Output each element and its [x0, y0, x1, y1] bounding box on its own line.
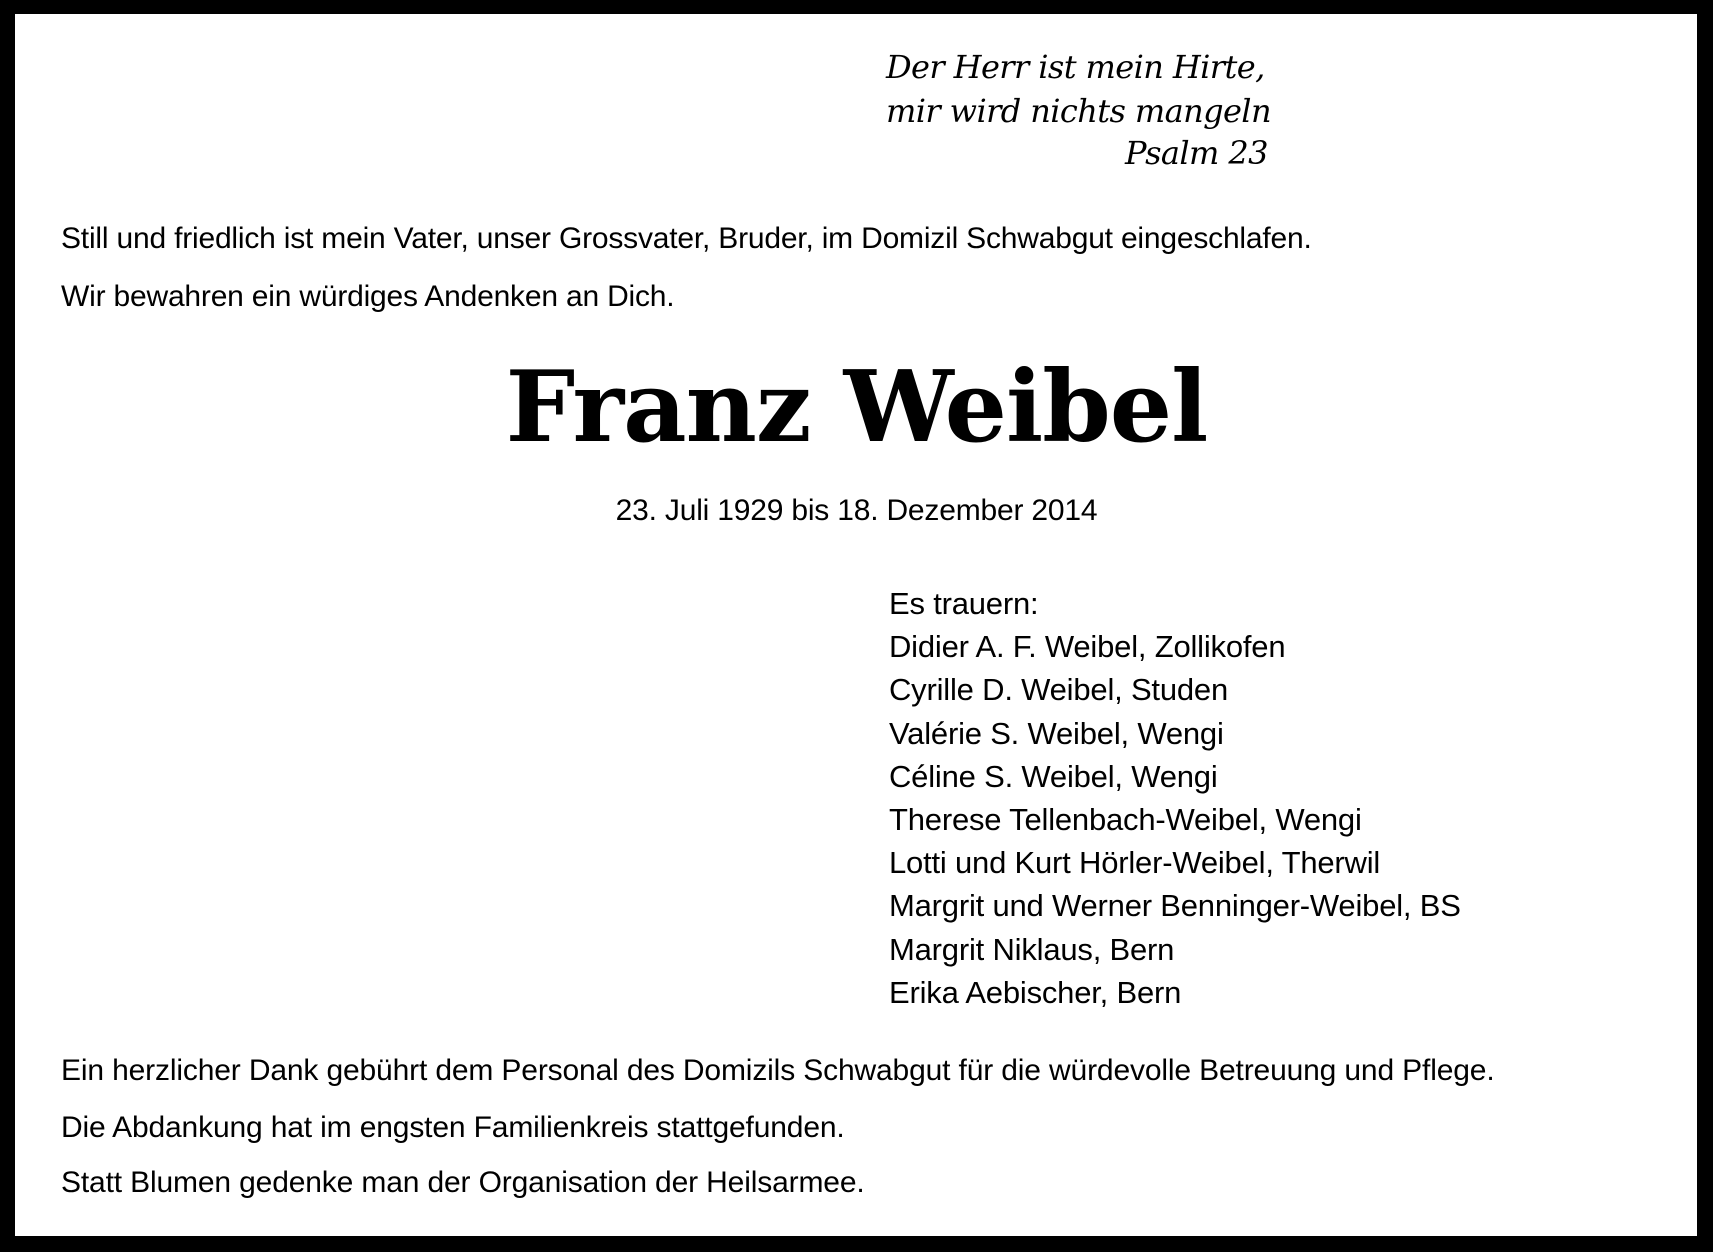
mourners-list: [889, 582, 1461, 1014]
funeral-info-line: Die Abdankung hat im engsten Familienkreis stattgefunden.: [61, 1111, 845, 1144]
mourner-item: Valérie S. Weibel, Wengi: [889, 715, 1224, 751]
psalm-reference: Psalm 23: [1125, 134, 1268, 172]
intro-line-1: Still und friedlich ist mein Vater, unser Grossvater, Bruder, im Domizil Schwabgut eingeschlafen.: [61, 222, 1312, 255]
mourner-item: Céline S. Weibel, Wengi: [889, 758, 1218, 794]
mourners-heading: Es trauern:: [889, 586, 1039, 621]
donation-info-line: Statt Blumen gedenke man der Organisation der Heilsarmee.: [61, 1166, 865, 1199]
psalm-quote-line-1: Der Herr ist mein Hirte,: [886, 48, 1265, 86]
life-dates: 23. Juli 1929 bis 18. Dezember 2014: [615, 494, 1098, 527]
mourner-item: Therese Tellenbach-Weibel, Wengi: [889, 802, 1362, 838]
mourner-item: Margrit Niklaus, Bern: [889, 931, 1175, 967]
mourner-item: Didier A. F. Weibel, Zollikofen: [889, 629, 1286, 665]
intro-line-2: Wir bewahren ein würdiges Andenken an Dich.: [61, 280, 675, 313]
mourner-item: Erika Aebischer, Bern: [889, 974, 1182, 1010]
mourner-item: Cyrille D. Weibel, Studen: [889, 672, 1229, 708]
mourner-item: Margrit und Werner Benninger-Weibel, BS: [889, 888, 1461, 924]
mourner-item: Lotti und Kurt Hörler-Weibel, Therwil: [889, 845, 1381, 881]
psalm-quote-line-2: mir wird nichts mangeln: [886, 92, 1271, 130]
thanks-line: Ein herzlicher Dank gebührt dem Personal des Domizils Schwabgut für die würdevolle Betreuung und Pflege.: [61, 1054, 1495, 1087]
deceased-name: Franz Weibel: [505, 350, 1208, 465]
